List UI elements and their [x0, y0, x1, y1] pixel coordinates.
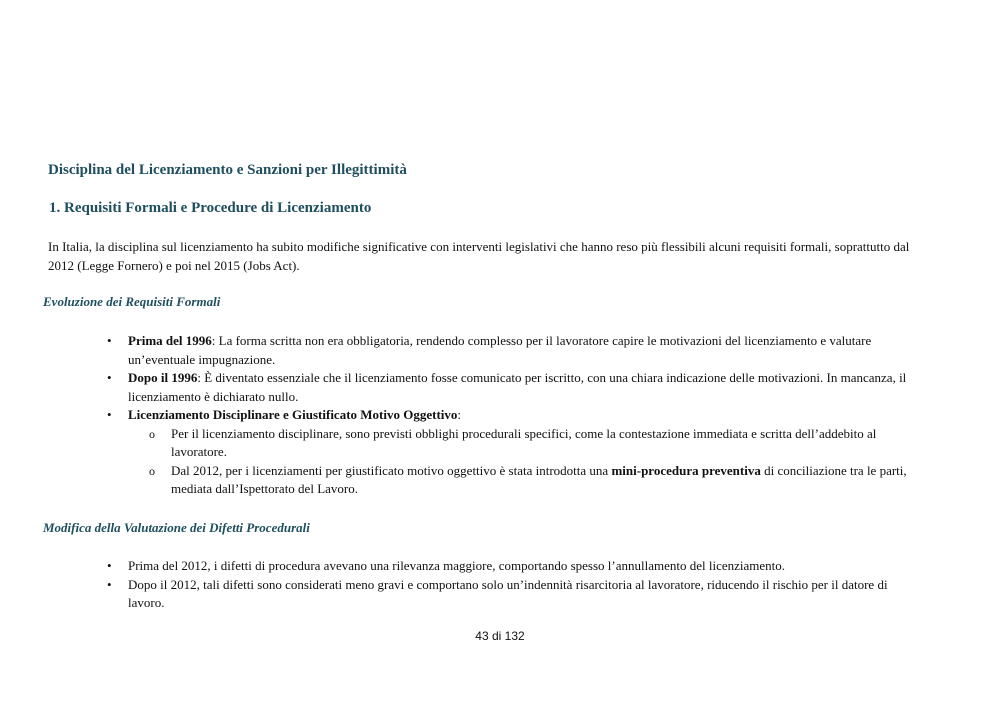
page-number: 43 di 132 — [475, 629, 525, 643]
list-item: • Dopo il 2012, tali difetti sono considerati meno gravi e comportano solo un’indennità risarcitoria al lavoratore, riducendo il rischio per il datore di lavoro. — [128, 576, 918, 613]
subheading-defects: Modifica della Valutazione dei Difetti Procedurali — [43, 520, 310, 535]
sub-item-text: Per il licenziamento disciplinare, sono previsti obblighi procedurali specifici, come la contestazione immediata e scritta dell’addebito al lavoratore. — [171, 425, 877, 459]
sub-list — [171, 425, 921, 499]
list-item — [128, 369, 918, 406]
evolution-list — [128, 332, 918, 499]
sub-list-item — [171, 425, 921, 462]
item-text: : La forma scritta non era obbligatoria, rendendo complesso per il lavoratore capire le motivazioni del licenziamento e valutare un’eventuale impugnazione. — [128, 333, 872, 367]
intro-paragraph: In Italia, la disciplina sul licenziamento ha subito modifiche significative con interventi legislativi che hanno reso più flessibili alcuni requisiti formali, soprattutto dal 2012 (Legge Fornero) e poi nel 2015 (Jobs Act). — [48, 239, 910, 273]
defects-list — [128, 557, 918, 613]
sub-list-item — [171, 462, 921, 499]
item-text: : È diventato essenziale che il licenziamento fosse comunicato per iscritto, con una chiara indicazione delle motivazioni. In mancanza, il licenziamento è dichiarato nullo. — [128, 370, 907, 404]
sub-item-text: Dal 2012, per i licenziamenti per giustificato motivo oggettivo è stata introdotta una — [171, 462, 612, 478]
item-bold-label: Licenziamento Disciplinare e Giustificato Motivo Oggettivo — [128, 407, 458, 422]
section-heading: 1. Requisiti Formali e Procedure di Licenziamento — [49, 200, 372, 216]
list-item: • Prima del 2012, i difetti di procedura avevano una rilevanza maggiore, comportando spesso l’annullamento del licenziamento. — [128, 557, 918, 576]
list-item — [128, 332, 918, 369]
list-item — [128, 406, 918, 499]
sub-item-bold: mini-procedura preventiva — [611, 462, 761, 478]
item-text: : — [457, 407, 462, 422]
sub-item-text-after: di conciliazione tra le parti, mediata dall’Ispettorato del Lavoro. — [171, 462, 907, 496]
subheading-evolution: Evoluzione dei Requisiti Formali — [43, 294, 221, 309]
document-title: Disciplina del Licenziamento e Sanzioni per Illegittimità — [48, 162, 407, 178]
item-bold-label: Dopo il 1996 — [128, 370, 198, 385]
item-bold-label: Prima del 1996 — [128, 333, 212, 348]
